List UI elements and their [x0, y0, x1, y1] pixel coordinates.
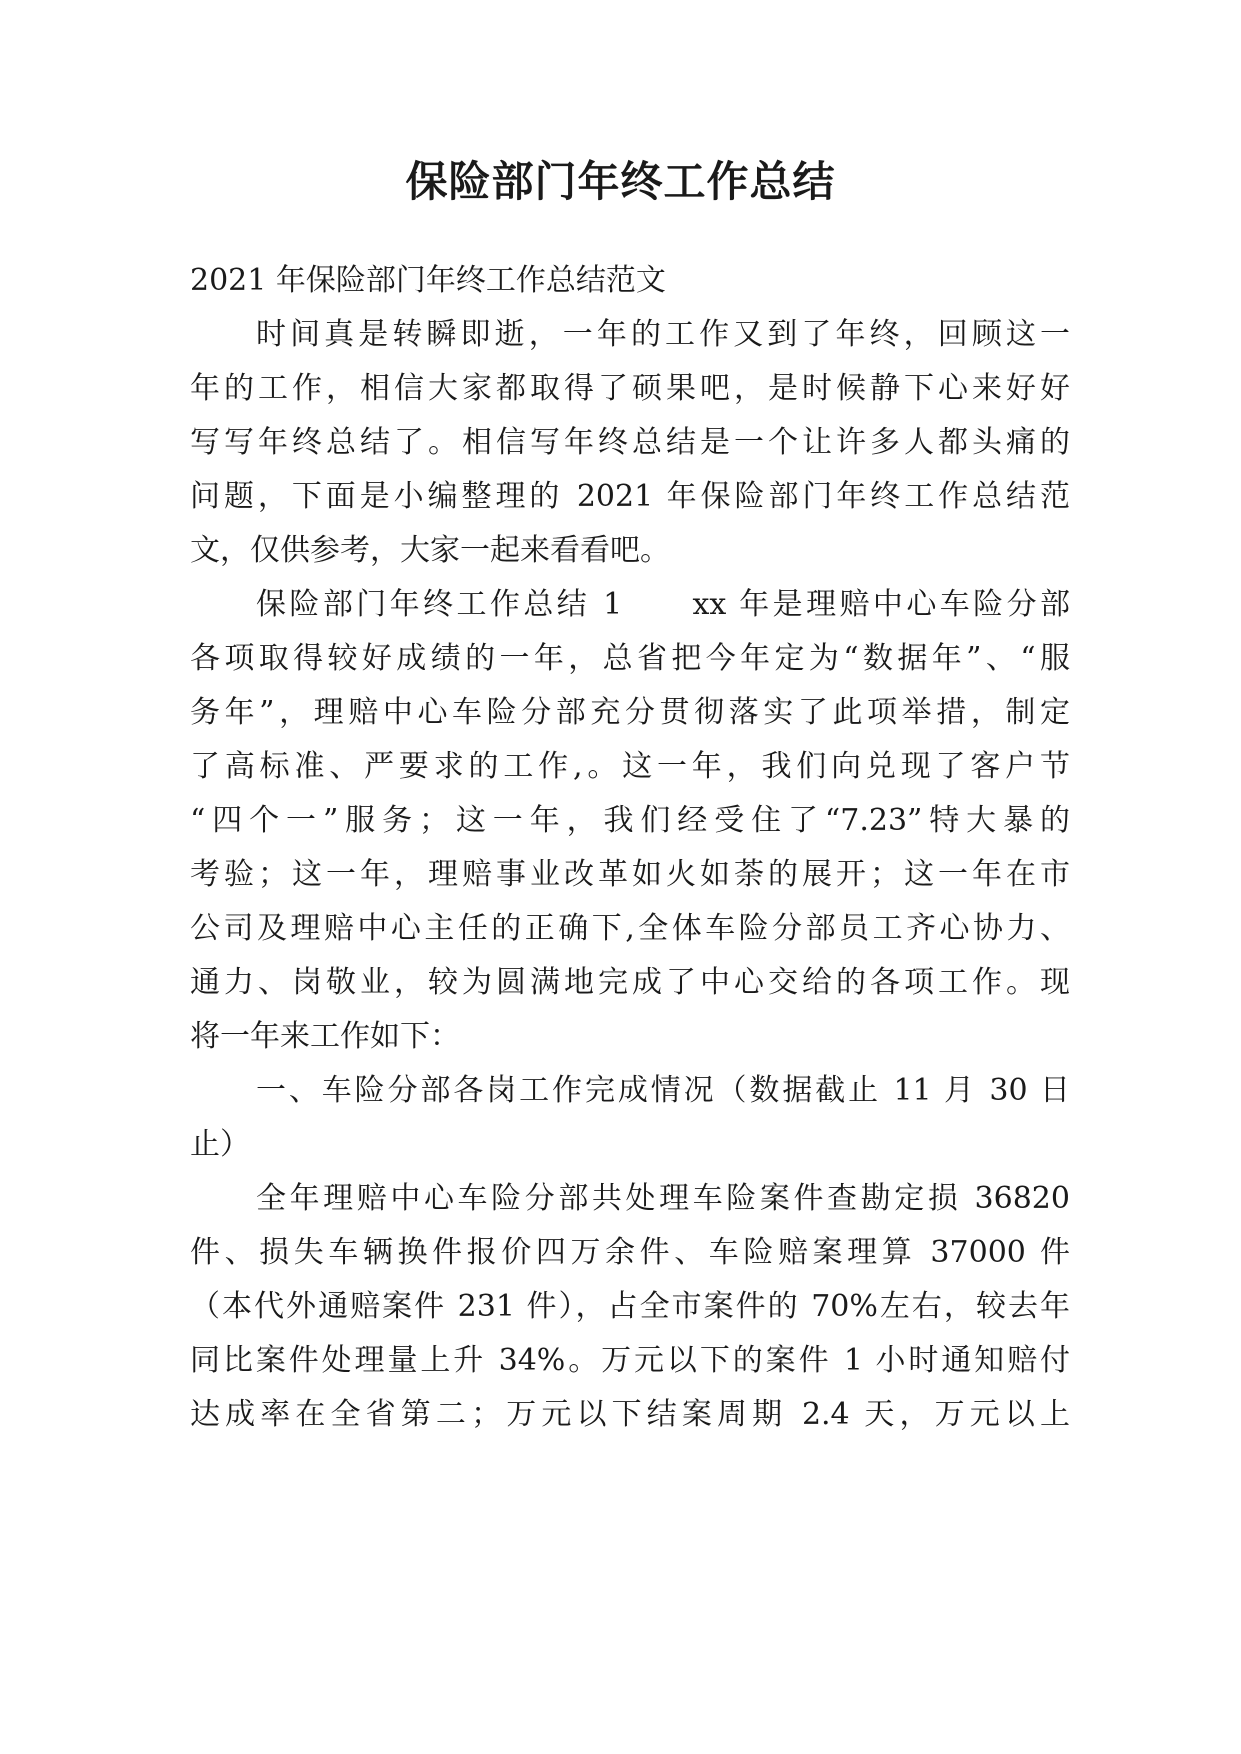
- paragraph-line: 通力、岗敬业，较为圆满地完成了中心交给的各项工作。现: [190, 965, 1070, 1000]
- paragraph-line: 写写年终总结了。相信写年终总结是一个让许多人都头痛的: [190, 425, 1070, 460]
- paragraph-line: 达成率在全省第二；万元以下结案周期 2.4 天，万元以上: [190, 1397, 1070, 1432]
- section-heading-line: 一、车险分部各岗工作完成情况（数据截止 11 月 30 日: [256, 1073, 1070, 1108]
- paragraph-line: 同比案件处理量上升 34%。万元以下的案件 1 小时通知赔付: [190, 1343, 1070, 1378]
- section-heading-line: 止）: [190, 1127, 250, 1162]
- subtitle-line: 2021 年保险部门年终工作总结范文: [190, 263, 666, 298]
- paragraph-line: 务年”，理赔中心车险分部充分贯彻落实了此项举措，制定: [190, 695, 1070, 730]
- paragraph-line: 考验；这一年，理赔事业改革如火如荼的展开；这一年在市: [190, 857, 1070, 892]
- paragraph-line: “四个一”服务；这一年，我们经受住了“7.23”特大暴的: [190, 803, 1070, 838]
- paragraph-line: 件、损失车辆换件报价四万余件、车险赔案理算 37000 件: [190, 1235, 1070, 1270]
- paragraph-line: 了高标准、严要求的工作,。这一年，我们向兑现了客户节: [190, 749, 1070, 784]
- paragraph-line: 文，仅供参考，大家一起来看看吧。: [190, 533, 670, 568]
- paragraph-line: 公司及理赔中心主任的正确下,全体车险分部员工齐心协力、: [190, 911, 1070, 946]
- paragraph-line: （本代外通赔案件 231 件），占全市案件的 70%左右，较去年: [190, 1289, 1070, 1324]
- paragraph-line: 年的工作，相信大家都取得了硕果吧，是时候静下心来好好: [190, 371, 1070, 406]
- paragraph-line: 保险部门年终工作总结 1 xx 年是理赔中心车险分部: [256, 587, 1070, 622]
- paragraph-line: 将一年来工作如下：: [190, 1019, 460, 1054]
- paragraph-line: 问题，下面是小编整理的 2021 年保险部门年终工作总结范: [190, 479, 1070, 514]
- paragraph-line: 各项取得较好成绩的一年，总省把今年定为“数据年”、“服: [190, 641, 1070, 676]
- paragraph-line: 全年理赔中心车险分部共处理车险案件查勘定损 36820: [256, 1181, 1070, 1216]
- paragraph-line: 时间真是转瞬即逝，一年的工作又到了年终，回顾这一: [256, 317, 1070, 352]
- document-title: 保险部门年终工作总结: [405, 157, 836, 206]
